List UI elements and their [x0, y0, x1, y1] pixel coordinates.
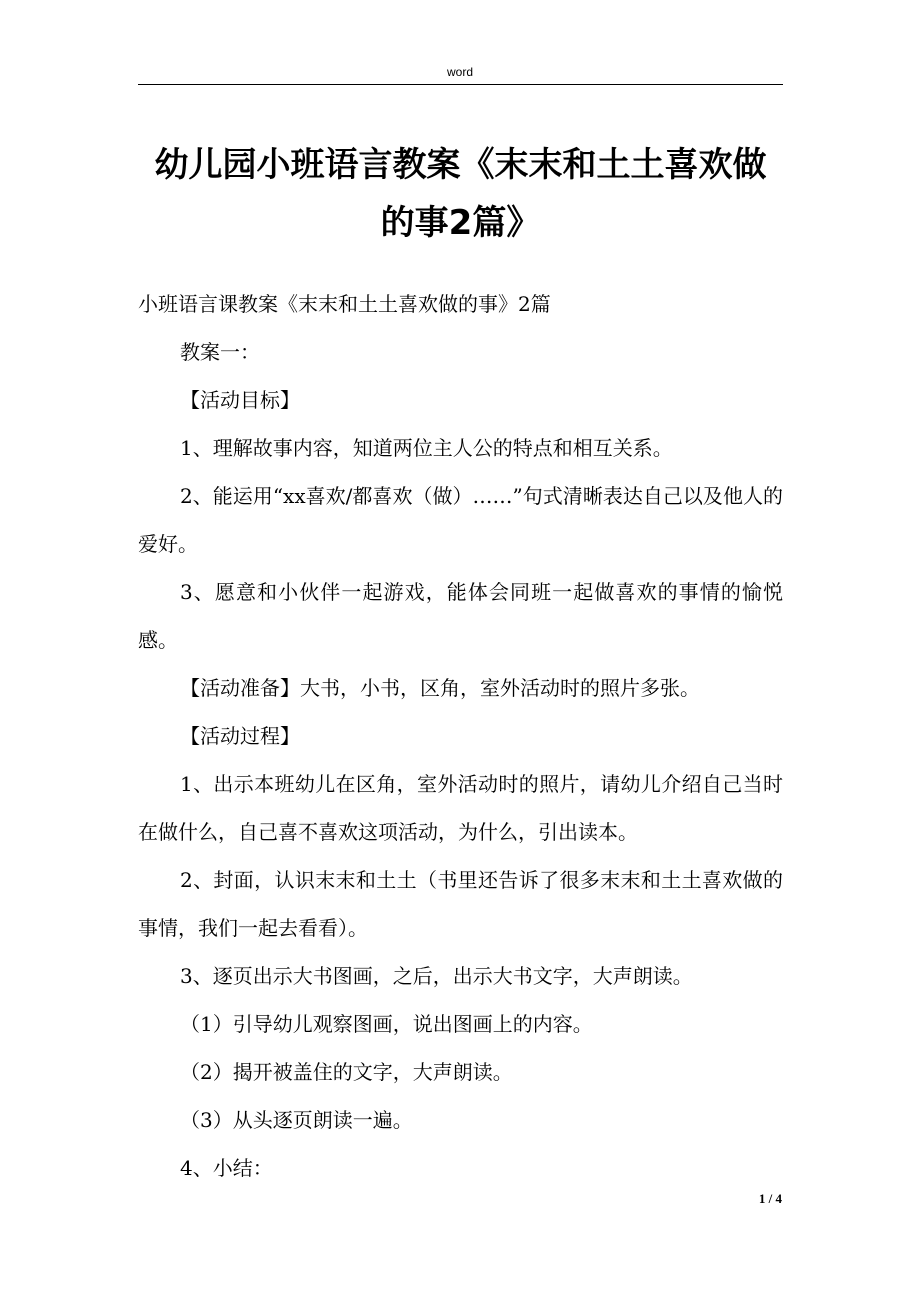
preparation-paragraph: 【活动准备】大书，小书，区角，室外活动时的照片多张。	[180, 676, 700, 700]
page-number: 1 / 4	[758, 1191, 782, 1206]
document-body	[138, 280, 783, 1192]
process-step: 1、出示本班幼儿在区角，室外活动时的照片，请幼儿介绍自己当时在做什么，自己喜不喜欢这项活动，为什么，引出读本。	[138, 772, 783, 844]
process-substep: （2）揭开被盖住的文字，大声朗读。	[180, 1060, 513, 1084]
intro-paragraph: 小班语言课教案《末末和土土喜欢做的事》2篇	[138, 292, 551, 316]
header-divider	[138, 84, 783, 85]
process-substep: （1）引导幼儿观察图画，说出图画上的内容。	[180, 1012, 593, 1036]
lesson-heading: 教案一：	[180, 340, 260, 364]
document-title: 幼儿园小班语言教案《末末和土土喜欢做的事2篇》	[154, 145, 767, 243]
process-step: 3、逐页出示大书图画，之后，出示大书文字，大声朗读。	[180, 964, 693, 988]
header-label: word	[446, 65, 473, 79]
process-step: 4、小结：	[180, 1156, 273, 1180]
section-heading-process: 【活动过程】	[180, 724, 300, 748]
section-heading-goals: 【活动目标】	[180, 388, 300, 412]
goal-item: 1、理解故事内容，知道两位主人公的特点和相互关系。	[180, 436, 673, 460]
process-substep: （3）从头逐页朗读一遍。	[180, 1108, 413, 1132]
goal-item: 2、能运用“xx喜欢/都喜欢（做）……”句式清晰表达自己以及他人的爱好。	[138, 484, 783, 556]
process-step: 2、封面，认识末末和土土（书里还告诉了很多末末和土土喜欢做的事情，我们一起去看看）。	[138, 868, 783, 940]
goal-item: 3、愿意和小伙伴一起游戏，能体会同班一起做喜欢的事情的愉悦感。	[138, 580, 783, 652]
